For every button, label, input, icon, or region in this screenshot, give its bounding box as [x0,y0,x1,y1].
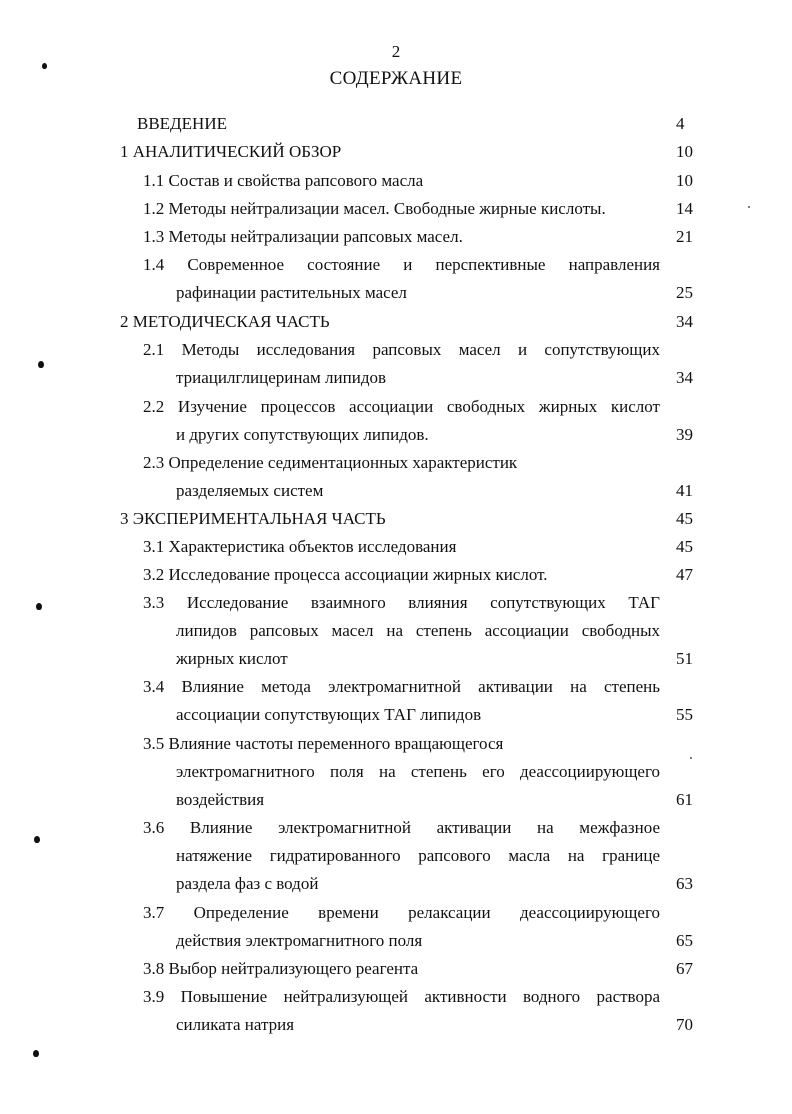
toc-entry-line: натяжение гидратированного рапсового масла на границе [176,846,660,865]
toc-page-number: 61 [676,790,693,809]
toc-entry-line: ВВЕДЕНИЕ [137,114,227,133]
page-number: 2 [391,42,401,61]
toc-page-number: 4 [676,114,685,133]
toc-entry-line: 3.8 Выбор нейтрализующего реагента [143,959,419,978]
toc-entry-line: силиката натрия [176,1015,295,1034]
toc-page-number: 55 [676,705,693,724]
toc-entry-line: 2.3 Определение седиментационных характеристик [143,453,518,472]
toc-entry-line: триацилглицеринам липидов [176,368,386,387]
toc-entry-line: липидов рапсовых масел на степень ассоциации свободных [176,621,660,640]
toc-page-number: 65 [676,931,693,950]
toc-page-number: 25 [676,283,693,302]
toc-entry-line: раздела фаз с водой [176,874,319,893]
toc-entry-line: 3.5 Влияние частоты переменного вращающегося [143,734,504,753]
toc-entry-line: 3.1 Характеристика объектов исследования [143,537,457,556]
scan-speck-6 [748,206,750,208]
toc-page-number: 47 [676,565,693,584]
toc-entry-line: 2 МЕТОДИЧЕСКАЯ ЧАСТЬ [120,312,330,331]
scan-speck-4 [34,836,40,843]
toc-entry-line: жирных кислот [176,649,288,668]
toc-page-number: 45 [676,537,693,556]
toc-page-number: 14 [676,199,693,218]
toc-entry-line: воздействия [176,790,265,809]
page-title: СОДЕРЖАНИЕ [329,68,463,89]
toc-entry-line: 1 АНАЛИТИЧЕСКИЙ ОБЗОР [120,142,342,161]
toc-page-number: 67 [676,959,693,978]
toc-page-number: 41 [676,481,693,500]
toc-page-number: 21 [676,227,693,246]
toc-page-number: 63 [676,874,693,893]
scan-speck-2 [38,361,44,368]
toc-entry-line: 3.6 Влияние электромагнитной активации на межфазное [143,818,660,837]
toc-entry-line: 1.3 Методы нейтрализации рапсовых масел. [143,227,463,246]
toc-page-number: 70 [676,1015,693,1034]
toc-page-number: 10 [676,142,693,161]
toc-entry-line: 3.9 Повышение нейтрализующей активности водного раствора [143,987,660,1006]
toc-entry-line: 1.2 Методы нейтрализации масел. Свободные жирные кислоты. [143,199,606,218]
scan-speck-1 [42,63,47,69]
toc-entry-line: 2.2 Изучение процессов ассоциации свободных жирных кислот [143,397,660,416]
toc-entry-line: электромагнитного поля на степень его деассоциирующего [176,762,660,781]
scan-speck-3 [36,603,42,610]
toc-entry-line: разделяемых систем [176,481,324,500]
toc-page-number: 10 [676,171,693,190]
toc-entry-line: 3.4 Влияние метода электромагнитной активации на степень [143,677,660,696]
toc-entry-line: рафинации растительных масел [176,283,407,302]
toc-entry-line: 3.2 Исследование процесса ассоциации жирных кислот. [143,565,548,584]
toc-entry-line: 3 ЭКСПЕРИМЕНТАЛЬНАЯ ЧАСТЬ [120,509,386,528]
toc-entry-line: 3.7 Определение времени релаксации деассоциирующего [143,903,660,922]
scan-speck-7 [690,757,692,759]
toc-entry-line: действия электромагнитного поля [176,931,423,950]
toc-entry-line: 3.3 Исследование взаимного влияния сопутствующих ТАГ [143,593,660,612]
toc-entry-line: 2.1 Методы исследования рапсовых масел и сопутствующих [143,340,660,359]
toc-entry-line: 1.4 Современное состояние и перспективные направления [143,255,660,274]
toc-entry-line: и других сопутствующих липидов. [176,425,429,444]
toc-page-number: 51 [676,649,693,668]
scan-speck-5 [33,1050,39,1057]
toc-page-number: 34 [676,312,693,331]
toc-entry-line: ассоциации сопутствующих ТАГ липидов [176,705,482,724]
toc-entry-line: 1.1 Состав и свойства рапсового масла [143,171,424,190]
toc-page-number: 45 [676,509,693,528]
toc-page-number: 34 [676,368,693,387]
toc-page-number: 39 [676,425,693,444]
